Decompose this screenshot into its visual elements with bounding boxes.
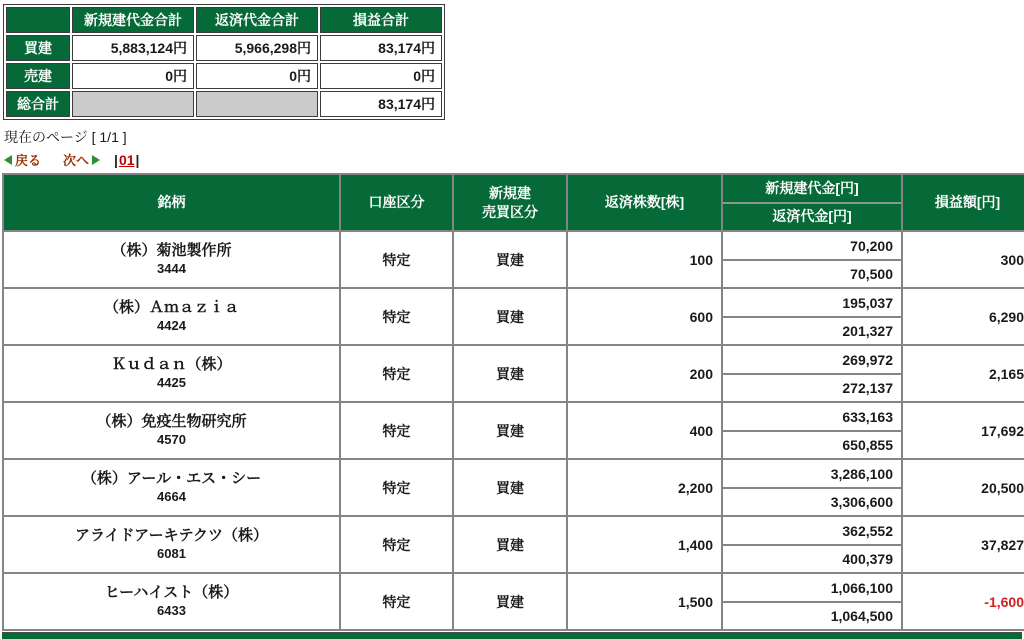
position-row-3444 [3, 231, 1024, 288]
amount-cell [722, 345, 902, 402]
header-new-amount: 新規建代金[円] [723, 176, 901, 204]
short-pl-total: 0円 [320, 63, 442, 89]
header-stock: 銘柄 [3, 174, 340, 231]
repay-shares: 2,200 [567, 459, 722, 516]
pl-amount: -1,600 [902, 573, 1024, 630]
stock-name: （株）Ａｍａｚｉａ [103, 299, 239, 317]
new-amount: 195,037 [723, 290, 901, 318]
stock-cell [3, 573, 340, 630]
amount-cell [722, 459, 902, 516]
trade-type: 買建 [453, 231, 567, 288]
new-amount: 633,163 [723, 404, 901, 432]
current-page-text: 現在のページ [ 1/1 ] [4, 129, 127, 145]
pl-amount: 37,827 [902, 516, 1024, 573]
summary-totals-table [3, 4, 445, 120]
repay-amount: 3,306,600 [830, 493, 893, 510]
stock-name: ヒーハイスト（株） [104, 584, 239, 602]
stock-cell [3, 459, 340, 516]
repay-amount: 70,500 [850, 265, 893, 282]
stock-code: 3444 [157, 260, 186, 276]
stock-name: Ｋｕｄａｎ（株） [111, 356, 232, 374]
pl-amount: 2,165 [902, 345, 1024, 402]
new-amount: 70,200 [723, 233, 901, 261]
stock-cell [3, 231, 340, 288]
repay-shares: 600 [567, 288, 722, 345]
repay-shares: 400 [567, 402, 722, 459]
stock-code: 6081 [157, 545, 186, 561]
repay-shares: 1,500 [567, 573, 722, 630]
stock-code: 4425 [157, 374, 186, 390]
stock-cell [3, 516, 340, 573]
row-label-short: 売建 [6, 63, 70, 89]
account-type: 特定 [340, 402, 453, 459]
summary-row-grand-total [6, 91, 442, 117]
short-new-total: 0円 [72, 63, 194, 89]
stock-cell [3, 402, 340, 459]
header-account: 口座区分 [340, 174, 453, 231]
new-amount: 1,066,100 [723, 575, 901, 603]
repay-amount: 400,379 [842, 550, 893, 567]
stock-name: アライドアーキテクツ（株） [74, 527, 269, 545]
amount-cell [722, 288, 902, 345]
position-row-4664 [3, 459, 1024, 516]
back-link[interactable]: 戻る [15, 153, 42, 168]
repay-amount: 650,855 [842, 436, 893, 453]
row-label-grand-total: 総合計 [6, 91, 70, 117]
account-type: 特定 [340, 516, 453, 573]
account-type: 特定 [340, 573, 453, 630]
long-new-total: 5,883,124円 [72, 35, 194, 61]
amount-cell [722, 231, 902, 288]
back-arrow-icon[interactable] [4, 155, 12, 165]
amount-cell [722, 402, 902, 459]
summary-header-row [6, 7, 442, 33]
summary-row-short [6, 63, 442, 89]
trade-type: 買建 [453, 573, 567, 630]
pl-amount: 20,500 [902, 459, 1024, 516]
page-number-link[interactable]: 01 [118, 151, 135, 168]
positions-header-row [3, 174, 1024, 231]
new-amount: 3,286,100 [723, 461, 901, 489]
trade-type: 買建 [453, 288, 567, 345]
position-row-4425 [3, 345, 1024, 402]
header-pl: 損益額[円] [902, 174, 1024, 231]
summary-header-pl-total: 損益合計 [320, 7, 442, 33]
row-label-long: 買建 [6, 35, 70, 61]
position-row-4424 [3, 288, 1024, 345]
page-bar-right: | [135, 151, 140, 168]
summary-header-repay-total: 返済代金合計 [196, 7, 318, 33]
stock-cell [3, 345, 340, 402]
summary-row-long [6, 35, 442, 61]
next-arrow-icon[interactable] [92, 155, 100, 165]
pager-nav [4, 150, 1022, 169]
position-row-6081 [3, 516, 1024, 573]
next-link[interactable]: 次へ [63, 153, 90, 168]
positions-table [2, 173, 1024, 631]
pl-amount: 6,290 [902, 288, 1024, 345]
header-trade-type [453, 174, 567, 231]
repay-shares: 200 [567, 345, 722, 402]
trade-type: 買建 [453, 459, 567, 516]
header-repay-amount: 返済代金[円] [772, 208, 852, 225]
stock-name: （株）菊池製作所 [111, 242, 232, 260]
stock-code: 4424 [157, 317, 186, 333]
stock-name: （株）免疫生物研究所 [96, 413, 247, 431]
stock-code: 4570 [157, 431, 186, 447]
pl-amount: 300 [902, 231, 1024, 288]
grand-total-pl: 83,174円 [320, 91, 442, 117]
position-row-6433 [3, 573, 1024, 630]
new-amount: 362,552 [723, 518, 901, 546]
pl-amount: 17,692 [902, 402, 1024, 459]
account-type: 特定 [340, 231, 453, 288]
page-number-group [114, 152, 139, 168]
stock-code: 6433 [157, 602, 186, 618]
repay-amount: 1,064,500 [830, 607, 893, 624]
header-trade-type-line2: 売買区分 [482, 203, 538, 220]
account-type: 特定 [340, 459, 453, 516]
header-trade-type-line1: 新規建 [489, 184, 531, 201]
page-bar-left: | [114, 151, 118, 168]
account-type: 特定 [340, 288, 453, 345]
header-amounts [722, 174, 902, 231]
amount-cell [722, 516, 902, 573]
long-pl-total: 83,174円 [320, 35, 442, 61]
grand-total-new-disabled [72, 91, 194, 117]
short-repay-total: 0円 [196, 63, 318, 89]
repay-shares: 1,400 [567, 516, 722, 573]
account-type: 特定 [340, 345, 453, 402]
repay-amount: 201,327 [842, 322, 893, 339]
repay-amount: 272,137 [842, 379, 893, 396]
summary-header-new-total: 新規建代金合計 [72, 7, 194, 33]
grand-total-repay-disabled [196, 91, 318, 117]
stock-name: （株）アール・エス・シー [81, 470, 262, 488]
stock-code: 4664 [157, 488, 186, 504]
long-repay-total: 5,966,298円 [196, 35, 318, 61]
trade-type: 買建 [453, 345, 567, 402]
repay-shares: 100 [567, 231, 722, 288]
next-section-header-edge [2, 632, 1022, 639]
new-amount: 269,972 [723, 347, 901, 375]
trade-type: 買建 [453, 402, 567, 459]
summary-corner-cell [6, 7, 70, 33]
position-row-4570 [3, 402, 1024, 459]
header-shares: 返済株数[株] [567, 174, 722, 231]
stock-cell [3, 288, 340, 345]
amount-cell [722, 573, 902, 630]
trade-type: 買建 [453, 516, 567, 573]
